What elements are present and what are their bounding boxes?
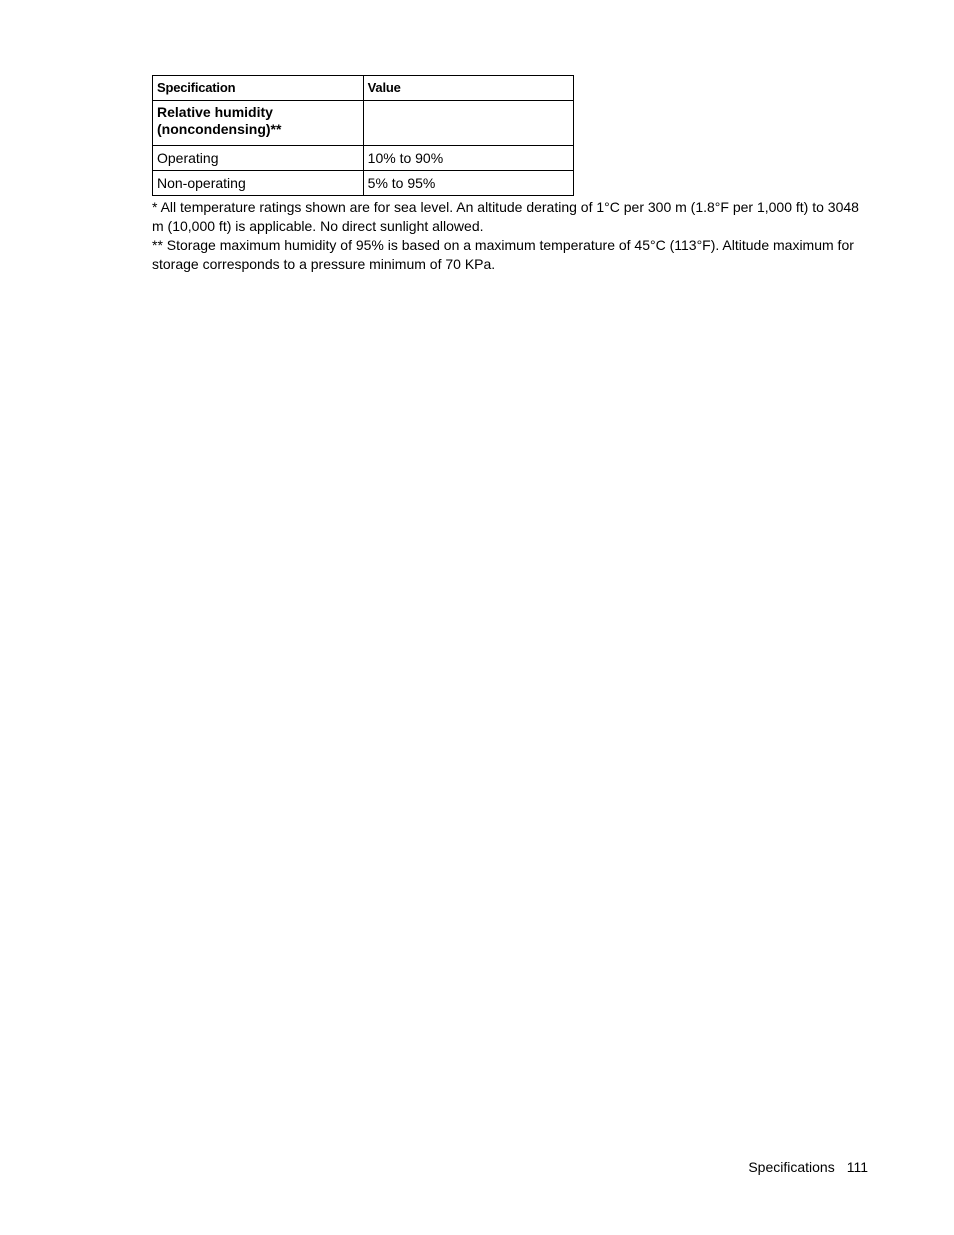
- row-specification-operating: Operating: [153, 146, 364, 171]
- page-number: 111: [846, 1159, 868, 1175]
- group-value-cell: [363, 101, 573, 146]
- table-row: [153, 171, 574, 196]
- row-value-non-operating: 5% to 95%: [363, 171, 573, 196]
- specifications-table: [152, 75, 574, 196]
- row-value-operating: 10% to 90%: [363, 146, 573, 171]
- table-group-row: [153, 101, 574, 146]
- footnote-temperature: * All temperature ratings shown are for sea level. An altitude derating of 1°C per 300 m (1.8°F per 1,000 ft) to 3048 m (10,000 ft) is applicable. No direct sunlight allowed.: [152, 199, 859, 234]
- table-row: [153, 146, 574, 171]
- page-footer: [748, 1158, 868, 1177]
- footnote-humidity: ** Storage maximum humidity of 95% is based on a maximum temperature of 45°C (113°F). Altitude maximum for storage corresponds to a pressure minimum of 70 KPa.: [152, 237, 854, 272]
- group-label-relative-humidity: Relative humidity (noncondensing)**: [153, 101, 364, 146]
- column-header-specification: Specification: [153, 76, 364, 101]
- table-header-row: [153, 76, 574, 101]
- row-specification-non-operating: Non-operating: [153, 171, 364, 196]
- footer-section-title: Specifications: [748, 1159, 835, 1175]
- table-footnotes: [152, 198, 864, 274]
- column-header-value: Value: [363, 76, 573, 101]
